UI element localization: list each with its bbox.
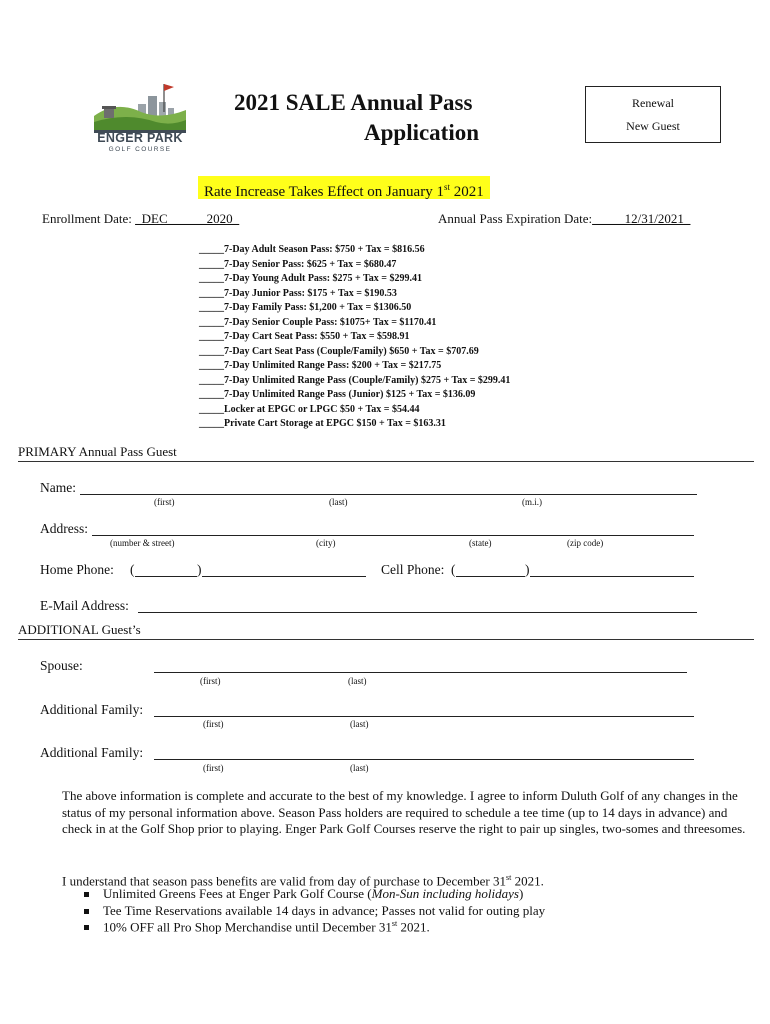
cell-phone-field[interactable] [530,576,694,577]
additional-family-label: Additional Family: [40,702,144,717]
rate-item[interactable]: _____7-Day Unlimited Range Pass (Junior) $125 + Tax = $136.09 [199,389,476,400]
primary-section-heading: PRIMARY Annual Pass Guest [18,444,177,459]
expiration-date [438,211,690,227]
last-name-sub: (last) [329,497,348,507]
rate-item[interactable]: _____7-Day Adult Season Pass: $750 + Tax = $816.56 [199,244,425,255]
spouse-label: Spouse: [40,658,83,673]
email-field[interactable] [138,612,697,613]
cell-phone-label: Cell Phone: [381,562,445,577]
family-first-sub: (first) [203,719,224,729]
spouse-field[interactable] [154,672,687,673]
rate-item[interactable]: _____7-Day Young Adult Pass: $275 + Tax = $299.41 [199,273,423,284]
family-first-sub: (first) [203,763,224,773]
rate-item[interactable]: _____7-Day Unlimited Range Pass: $200 + Tax = $217.75 [199,360,442,371]
benefits-intro-sup: st [506,873,512,882]
bullet-icon [84,892,89,897]
rate-increase-notice [198,176,490,199]
additional-family-label: Additional Family: [40,745,144,760]
enrollment-date [42,211,239,227]
benefit-sup: st [391,919,398,928]
middle-initial-sub: (m.i.) [522,497,542,507]
page-title-line1: 2021 SALE Annual Pass [234,90,473,115]
logo-name: ENGER PARK [97,131,183,145]
benefit-item [84,903,545,919]
rate-item[interactable]: _____7-Day Unlimited Range Pass (Couple/Family) $275 + Tax = $299.41 [199,374,511,386]
home-phone-paren-close: ) [197,562,202,577]
guest-status-box[interactable] [585,86,721,143]
expiration-value[interactable]: _____12/31/2021_ [592,211,691,226]
additional-family-field[interactable] [154,716,694,717]
rate-item[interactable]: _____7-Day Cart Seat Pass: $550 + Tax = $598.91 [199,331,410,342]
family-last-sub: (last) [350,763,369,773]
city-sub: (city) [316,538,336,548]
email-label: E-Mail Address: [40,598,129,613]
benefit-text: Unlimited Greens Fees at Enger Park Golf Course ( [103,886,372,901]
home-phone-field[interactable] [202,576,366,577]
cell-phone-paren-open: ( [451,562,456,577]
cell-phone-area-field[interactable] [456,576,525,577]
spouse-last-sub: (last) [348,676,367,686]
rate-item[interactable]: _____7-Day Junior Pass: $175 + Tax = $190.53 [199,287,397,299]
notice-sup: st [443,182,450,192]
additional-family-field[interactable] [154,759,694,760]
benefit-text: Tee Time Reservations available 14 days in advance; Passes not valid for outing play [103,903,546,918]
enrollment-value[interactable]: _DEC______2020_ [135,211,240,226]
additional-section-heading: ADDITIONAL Guest’s [18,622,141,637]
enrollment-label: Enrollment Date: [42,211,136,226]
new-guest-option[interactable]: New Guest [626,119,680,133]
benefit-item [84,919,430,935]
renewal-option[interactable]: Renewal [632,96,674,110]
benefits-intro-text: I understand that season pass benefits are valid from day of purchase to December 31 [62,873,507,889]
rate-item[interactable]: _____7-Day Senior Pass: $625 + Tax = $680.47 [199,258,397,270]
home-phone-label: Home Phone: [40,562,114,577]
spouse-first-sub: (first) [200,676,221,686]
benefits-intro-end: 2021. [511,873,544,889]
name-label: Name: [40,480,76,495]
street-sub: (number & street) [110,538,175,548]
home-phone-paren-open: ( [130,562,135,577]
zip-sub: (zip code) [567,538,604,548]
section-divider [18,461,754,462]
benefit-text: 10% OFF all Pro Shop Merchandise until December 31 [103,919,392,935]
section-divider [18,639,754,640]
cell-phone-paren-close: ) [525,562,530,577]
bullet-icon [84,925,89,930]
page-title-line2: Application [364,120,480,145]
rate-item[interactable]: _____Private Cart Storage at EPGC $150 + Tax = $163.31 [199,418,446,429]
rate-item[interactable]: _____Locker at EPGC or LPGC $50 + Tax = $54.44 [199,403,420,415]
benefit-end: ) [518,886,524,901]
address-field[interactable] [92,535,694,536]
family-last-sub: (last) [350,719,369,729]
logo-subtitle: GOLF COURSE [108,146,172,153]
pass-rate-list [199,243,510,432]
benefit-item [84,886,523,902]
logo-graphic-icon [86,82,196,134]
agreement-paragraph: The above information is complete and accurate to the best of my knowledge. I agree to inform Duluth Golf of any changes in the status of my personal information above. Season Pass holders are required to schedule a tee time (up to 14 days in advance) and check in at the Golf Shop prior to playing. Enger Park Golf Courses reserve the right to pair up singles, two-somes and threesomes. [62,788,746,836]
bullet-icon [84,909,89,914]
home-phone-area-field[interactable] [135,576,197,577]
benefit-italic: Mon-Sun including holidays [371,886,519,901]
expiration-label: Annual Pass Expiration Date: [438,211,593,226]
state-sub: (state) [469,538,492,548]
notice-text: Rate Increase Takes Effect on January 1 [204,184,444,200]
name-field[interactable] [80,494,697,495]
benefit-end: 2021. [397,919,430,935]
rate-item[interactable]: _____7-Day Senior Couple Pass: $1075+ Tax = $1170.41 [199,316,437,328]
address-label: Address: [40,521,88,536]
rate-item[interactable]: _____7-Day Family Pass: $1,200 + Tax = $1306.50 [199,302,412,313]
first-name-sub: (first) [154,497,175,507]
rate-item[interactable]: _____7-Day Cart Seat Pass (Couple/Family) $650 + Tax = $707.69 [199,345,479,357]
notice-year: 2021 [449,184,484,200]
